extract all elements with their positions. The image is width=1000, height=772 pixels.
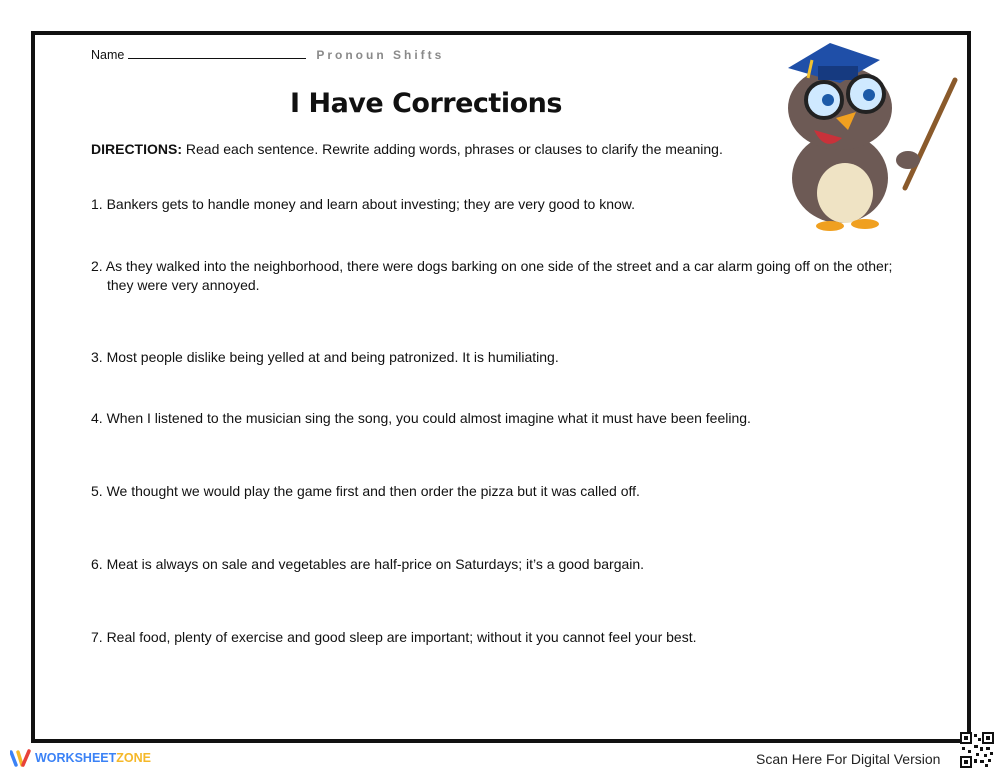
name-label: Name xyxy=(91,48,125,62)
brand-name-worksheet: WORKSHEET xyxy=(35,751,117,765)
directions xyxy=(91,141,723,157)
worksheet-subtitle: Pronoun Shifts xyxy=(316,48,445,62)
question-6: 6. Meat is always on sale and vegetables are half-price on Saturdays; it’s a good bargain. xyxy=(91,556,645,572)
worksheetzone-logo[interactable] xyxy=(10,749,151,767)
owl-teacher-illustration xyxy=(770,38,960,233)
question-3: 3. Most people dislike being yelled at and being patronized. It is humiliating. xyxy=(91,349,559,365)
name-input-line[interactable] xyxy=(128,46,306,59)
name-row xyxy=(91,46,444,62)
question-5: 5. We thought we would play the game first and then order the pizza but it was called off. xyxy=(91,483,640,499)
question-text: 2. As they walked into the neighborhood, there were dogs barking on one side of the street and a car alarm going off on the other; xyxy=(91,258,893,274)
directions-text: Read each sentence. Rewrite adding words, phrases or clauses to clarify the meaning. xyxy=(182,141,723,157)
question-1: 1. Bankers gets to handle money and learn about investing; they are very good to know. xyxy=(91,196,636,212)
qr-code[interactable] xyxy=(960,732,994,768)
question-2 xyxy=(91,257,921,295)
directions-label: DIRECTIONS: xyxy=(91,141,182,157)
question-7: 7. Real food, plenty of exercise and good sleep are important; without it you cannot feel your best. xyxy=(91,629,697,645)
scan-caption: Scan Here For Digital Version xyxy=(756,751,941,767)
worksheetzone-logo-icon xyxy=(10,749,32,767)
brand-name-zone: ZONE xyxy=(116,751,151,765)
question-text-continued: they were very annoyed. xyxy=(107,277,260,293)
question-4: 4. When I listened to the musician sing the song, you could almost imagine what it must have been feeling. xyxy=(91,410,751,426)
page-title: I Have Corrections xyxy=(290,88,562,119)
